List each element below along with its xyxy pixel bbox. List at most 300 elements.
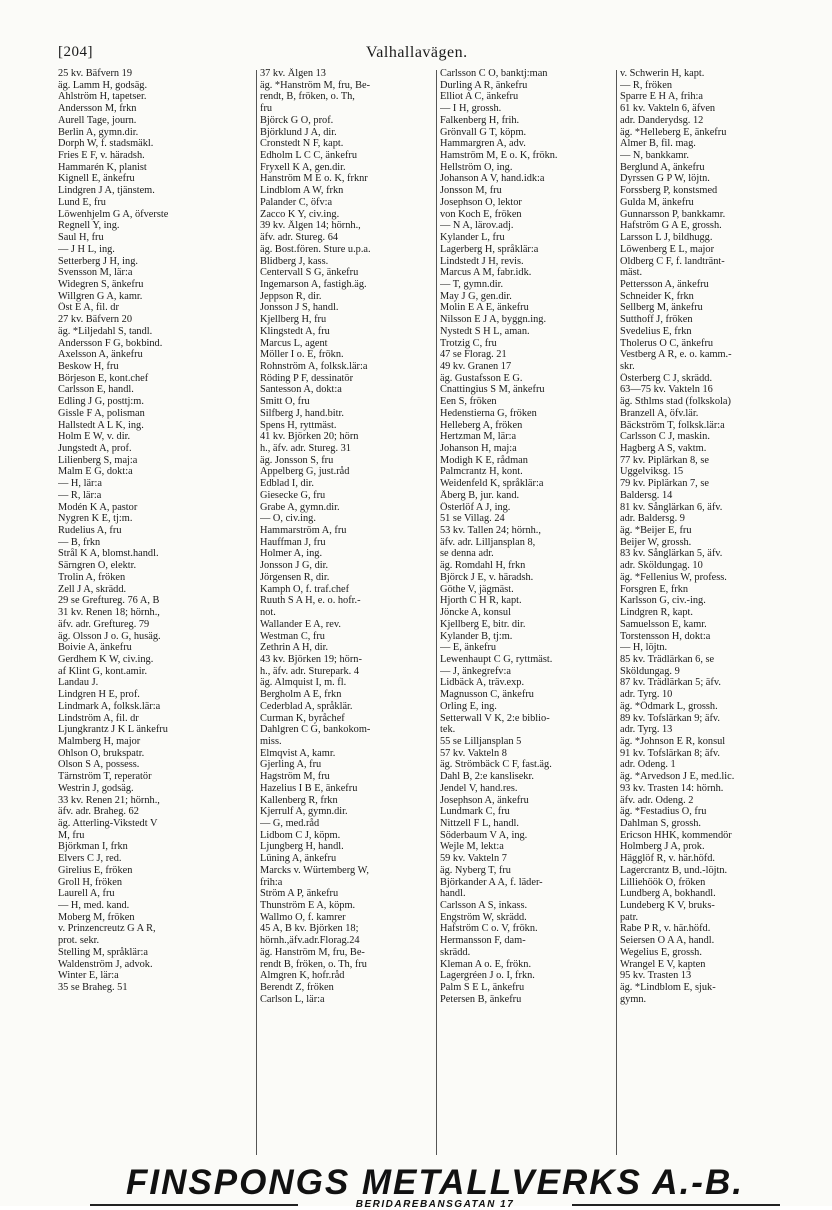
- directory-entry: äg. *Fellenius W, profess.: [620, 571, 727, 583]
- directory-entry: Saul H, fru: [58, 232, 104, 244]
- directory-entry: Widegren S, änkefru: [58, 278, 144, 290]
- directory-entry: äg. Bost.fören. Sture u.p.a.: [260, 243, 371, 255]
- directory-entry: Hamström M, E o. K, frökn.: [440, 150, 558, 162]
- directory-entry: Kallenberg R, frkn: [260, 794, 338, 806]
- directory-entry: Grönvall G T, köpm.: [440, 126, 527, 138]
- directory-entry: Wegelius E, grossh.: [620, 946, 702, 958]
- directory-entry: Gerdhem K W, civ.ing.: [58, 653, 154, 665]
- directory-entry: Edblad I, dir.: [260, 478, 315, 490]
- directory-entry: rendt B, fröken, o. Th, fru: [260, 958, 367, 970]
- directory-entry: Särngren O, elektr.: [58, 560, 137, 572]
- directory-entry: Sköldungag. 9: [620, 665, 680, 677]
- directory-entry: Nittzell F L, handl.: [440, 818, 520, 829]
- directory-entry: Trotzig C, fru: [440, 337, 497, 349]
- directory-entry: Hammarström A, fru: [260, 525, 347, 537]
- directory-entry: Kjellberg E, bitr. dir.: [440, 618, 526, 630]
- directory-entry: Rudelius A, fru: [58, 525, 122, 537]
- directory-entry: äg. *Ödmark L, grossh.: [620, 700, 718, 712]
- directory-entry: 43 kv. Björken 19; hörn-: [260, 653, 362, 665]
- directory-entry: Fryxell K A, gen.dir.: [260, 161, 346, 173]
- directory-entry: Öst E A, fil. dr: [58, 302, 119, 314]
- directory-entry: Stelling M, språklär:a: [58, 946, 148, 958]
- directory-entry: Tärnström T, reperatör: [58, 771, 152, 783]
- directory-entry: 57 kv. Vakteln 8: [440, 747, 507, 759]
- directory-entry: adr. Odeng. 1: [620, 759, 676, 771]
- directory-entry: äg. Gustafsson E G.: [440, 372, 523, 384]
- directory-entry: Lilienberg S, maj:a: [58, 454, 138, 466]
- directory-entry: miss.: [260, 735, 282, 747]
- directory-entry: Palmcrantz H, kont.: [440, 466, 523, 478]
- directory-entry: Weidenfeld K, språklär:a: [440, 478, 544, 490]
- directory-entry: Björck J E, v. häradsh.: [440, 571, 534, 583]
- directory-entry: Kamph O, f. traf.chef: [260, 583, 350, 595]
- directory-entry: — B, frkn: [58, 536, 101, 548]
- directory-entry: 89 kv. Tofslärkan 9; äfv.: [620, 712, 721, 724]
- directory-entry: Jöncke A, konsul: [440, 607, 511, 619]
- directory-entry: 93 kv. Trasten 14: hörnh.: [620, 782, 724, 794]
- directory-entry: Hagberg A S, vaktm.: [620, 443, 707, 454]
- directory-entry: Dyrssen G P W, löjtn.: [620, 173, 710, 185]
- directory-entry: Ahlström H, tapetser.: [58, 91, 147, 103]
- directory-entry: Olson S A, possess.: [58, 759, 140, 771]
- directory-entry: Sutthoff J, fröken: [620, 314, 693, 326]
- directory-entry: Trolin A, fröken: [58, 571, 126, 583]
- directory-entry: Kjellberg H, fru: [260, 314, 327, 326]
- directory-entry: Girelius E, fröken: [58, 864, 133, 876]
- directory-entry: äg. *Beijer E, fru: [620, 525, 692, 537]
- directory-entry: skr.: [620, 360, 635, 372]
- directory-entry: Elliot A C, änkefru: [440, 91, 519, 103]
- directory-entry: Josephson O, lektor: [440, 196, 522, 208]
- directory-entry: 31 kv. Renen 18; hörnh.,: [58, 607, 160, 619]
- directory-entry: Lindgren J A, tjänstem.: [58, 185, 155, 197]
- directory-entry: Lundmark C, fru: [440, 806, 510, 818]
- directory-entry: Beskow H, fru: [58, 360, 119, 372]
- directory-entry: — J, änkegrefv:a: [440, 665, 511, 677]
- directory-entry: Börjeson E, kont.chef: [58, 372, 149, 384]
- directory-entry: Torstensson H, dokt:a: [620, 630, 711, 642]
- directory-entry: äg. Jonsson S, fru: [260, 454, 334, 466]
- directory-entry: — R, lär:a: [58, 489, 102, 501]
- directory-entry: tek.: [440, 724, 456, 736]
- directory-entry: Sellberg M, änkefru: [620, 302, 703, 314]
- directory-entry: mäst.: [620, 267, 643, 279]
- directory-entry: Jonsson J G, dir.: [260, 560, 329, 572]
- directory-entry: se denna adr.: [440, 548, 494, 560]
- directory-entry: hörnh.,äfv.adr.Florag.24: [260, 935, 360, 947]
- advertisement-title: FINSPONGS METALLVERKS A.-B.: [126, 1163, 744, 1202]
- directory-entry: äfv. adr. Braheg. 62: [58, 806, 139, 818]
- directory-entry: Appelberg G, just.råd: [260, 466, 350, 478]
- directory-entry: Jonsson M, fru: [440, 185, 502, 197]
- directory-entry: Laurell A, fru: [58, 888, 115, 900]
- directory-column-4: [620, 68, 802, 1160]
- directory-entry: äg. *Hanström M, fru, Be-: [260, 79, 371, 91]
- directory-entry: Zacco K Y, civ.ing.: [260, 208, 340, 220]
- directory-entry: äg. Lamm H, godsäg.: [58, 79, 148, 91]
- directory-entry: Lundberg A, bokhandl.: [620, 888, 716, 900]
- directory-entry: Cnattingius S M, änkefru: [440, 384, 545, 396]
- directory-entry: M, fru: [58, 829, 85, 841]
- directory-entry: Smitt O, fru: [260, 396, 310, 408]
- directory-entry: v. Schwerin H, kapt.: [620, 68, 705, 79]
- directory-entry: patr.: [620, 911, 639, 923]
- directory-entry: Jörgensen R, dir.: [260, 571, 330, 583]
- directory-entry: Cederblad A, språklär.: [260, 700, 353, 712]
- directory-entry: Ericson HHK, kommendör: [620, 829, 732, 841]
- directory-entry: Strål K A, blomst.handl.: [58, 548, 159, 560]
- directory-entry: — O, civ.ing.: [260, 513, 316, 525]
- directory-entry: Een S, fröken: [440, 396, 497, 408]
- directory-entry: Gulda M, änkefru: [620, 196, 694, 208]
- directory-entry: Österberg C J, skrädd.: [620, 372, 713, 384]
- directory-entry: Modén K A, pastor: [58, 501, 138, 513]
- directory-entry: äfv. adr. Odeng. 2: [620, 794, 694, 806]
- directory-entry: Centervall S G, änkefru: [260, 267, 359, 279]
- directory-entry: Johanson H, maj:a: [440, 443, 517, 454]
- directory-entry: Lund E, fru: [58, 196, 106, 208]
- directory-entry: 55 se Lilljansplan 5: [440, 735, 522, 747]
- directory-entry: Seiersen O A A, handl.: [620, 935, 715, 947]
- directory-entry: Gissle F A, polisman: [58, 407, 145, 419]
- directory-entry: von Koch E, fröken: [440, 208, 522, 220]
- directory-entry: Malm E G, dokt:a: [58, 466, 133, 478]
- directory-entry: adr. Tyrg. 13: [620, 724, 673, 736]
- directory-entry: Svedelius E, frkn: [620, 325, 692, 337]
- directory-entry: Lindstedt J H, revis.: [440, 255, 524, 267]
- directory-entry: Wallander E A, rev.: [260, 618, 341, 630]
- directory-entry: Hafström C o. V, frökn.: [440, 923, 538, 935]
- directory-entry: Hallstedt A L K, ing.: [58, 419, 144, 431]
- directory-entry: äfv. adr. Stureg. 64: [260, 232, 339, 244]
- directory-entry: Hagström M, fru: [260, 771, 330, 783]
- directory-entry: Falkenberg H, frih.: [440, 114, 520, 126]
- directory-entry: Helleberg A, fröken: [440, 419, 523, 431]
- directory-entry: — H, löjtn.: [620, 642, 668, 654]
- directory-entry: Giesecke G, fru: [260, 489, 326, 501]
- directory-entry: Forsgren E, frkn: [620, 583, 689, 595]
- directory-entry: äg. Almquist I, m. fl.: [260, 677, 347, 689]
- directory-entry: 45 A, B kv. Björken 18;: [260, 923, 359, 935]
- directory-entry: adr. Baldersg. 9: [620, 513, 685, 525]
- directory-entry: äfv. adr. Lilljansplan 8,: [440, 536, 536, 548]
- directory-entry: Magnusson C, änkefru: [440, 689, 534, 701]
- directory-entry: Lagercrantz B, und.-löjtn.: [620, 864, 728, 876]
- page-number: [204]: [58, 44, 93, 60]
- directory-entry: Fries E F, v. häradsh.: [58, 150, 145, 162]
- directory-entry: Blidberg J, kass.: [260, 255, 329, 267]
- page-title: Valhallavägen.: [366, 44, 468, 61]
- directory-entry: Löwenberg E L, major: [620, 243, 715, 255]
- directory-entry: — R, fröken: [620, 79, 672, 91]
- directory-entry: Lindgren H E, prof.: [58, 689, 140, 701]
- directory-entry: Berglund A, änkefru: [620, 161, 705, 173]
- column-divider: [436, 70, 437, 1155]
- directory-entry: gymn.: [620, 993, 647, 1005]
- directory-entry: Axelsson A, änkefru: [58, 349, 143, 361]
- directory-entry: — T, gymn.dir.: [440, 278, 504, 290]
- column-divider: [616, 70, 617, 1155]
- directory-entry: 49 kv. Granen 17: [440, 360, 512, 372]
- directory-entry: Hanström M E o. K, frknr: [260, 173, 368, 185]
- directory-entry: skrädd.: [440, 946, 471, 958]
- directory-entry: Silfberg J, hand.bitr.: [260, 407, 344, 419]
- directory-entry: 63—75 kv. Vakteln 16: [620, 384, 713, 396]
- directory-entry: äg. Sthlms stad (folkskola): [620, 396, 731, 408]
- directory-entry: Samuelsson E, kamr.: [620, 618, 707, 630]
- directory-entry: Jungstedt A, prof.: [58, 443, 132, 454]
- directory-entry: Oldberg C F, f. landtränt-: [620, 255, 725, 267]
- directory-entry: Bäckström T, folksk.lär:a: [620, 419, 725, 431]
- column-divider: [256, 70, 257, 1155]
- directory-entry: Ström A P, änkefru: [260, 888, 339, 900]
- directory-entry: Björkman I, frkn: [58, 841, 128, 853]
- directory-entry: Hermansson F, dam-: [440, 935, 526, 947]
- directory-entry: Hjorth C H R, kapt.: [440, 595, 522, 607]
- directory-entry: Ruuth S A H, e. o. hofr.-: [260, 595, 361, 607]
- directory-entry: Waldenström J, advok.: [58, 958, 153, 970]
- directory-entry: 53 kv. Tallen 24; hörnh.,: [440, 525, 541, 537]
- directory-entry: Lindblom A W, frkn: [260, 185, 344, 197]
- directory-entry: Westman C, fru: [260, 630, 325, 642]
- directory-entry: Björkander A A, f. läder-: [440, 876, 543, 888]
- directory-entry: äg. *Liljedahl S, tandl.: [58, 325, 153, 337]
- directory-entry: Westrin J, godsäg.: [58, 782, 134, 794]
- directory-entry: Holm E W, v. dir.: [58, 431, 131, 443]
- directory-entry: adr. Danderydsg. 12: [620, 114, 704, 126]
- directory-entry: Lindmark A, folksk.lär:a: [58, 700, 161, 712]
- directory-entry: äg. *Lindblom E, sjuk-: [620, 982, 716, 994]
- directory-entry: Marcus L, agent: [260, 337, 328, 349]
- directory-entry: Ljungberg H, handl.: [260, 841, 344, 853]
- directory-entry: Boivie A, änkefru: [58, 642, 132, 654]
- directory-entry: Bergholm A E, frkn: [260, 689, 342, 701]
- directory-entry: Andersson M, frkn: [58, 103, 137, 115]
- directory-entry: handl.: [440, 888, 466, 900]
- directory-entry: — I H, grossh.: [440, 103, 502, 115]
- directory-entry: Lilliehöök O, fröken: [620, 876, 706, 888]
- directory-entry: Löwenhjelm G A, öfverste: [58, 208, 169, 220]
- directory-entry: Santesson A, dokt:a: [260, 384, 342, 396]
- directory-entry: Carlsson E, handl.: [58, 384, 134, 396]
- directory-entry: Engström W, skrädd.: [440, 911, 527, 923]
- directory-entry: Almgren K, hofr.råd: [260, 970, 345, 982]
- directory-entry: Jendel V, hand.res.: [440, 782, 518, 794]
- directory-entry: Röding P F, dessinatör: [260, 372, 354, 384]
- directory-entry: Almer B, fil. mag.: [620, 138, 696, 150]
- directory-entry: Kylander B, tj:m.: [440, 630, 513, 642]
- directory-entry: Hellström O, ing.: [440, 161, 513, 173]
- directory-entry: Hertzman M, lär:a: [440, 431, 517, 443]
- directory-entry: 25 kv. Bäfvern 19: [58, 68, 133, 79]
- directory-entry: Setterwall V K, 2:e biblio-: [440, 712, 550, 724]
- directory-entry: Jeppson R, dir.: [260, 290, 322, 302]
- directory-entry: Modigh K E, rådman: [440, 454, 528, 466]
- directory-entry: frih:a: [260, 876, 283, 888]
- directory-entry: Björklund J A, dir.: [260, 126, 337, 138]
- directory-entry: Beijer W, grossh.: [620, 536, 692, 548]
- directory-entry: Hafström G A E, grossh.: [620, 220, 722, 232]
- directory-entry: adr. Sköldungag. 10: [620, 560, 703, 572]
- directory-entry: 85 kv. Trädlärkan 6, se: [620, 653, 715, 665]
- directory-entry: Kjerrulf A, gymn.dir.: [260, 806, 348, 818]
- directory-entry: Karlsson G, civ.-ing.: [620, 595, 706, 607]
- directory-entry: May J G, gen.dir.: [440, 290, 512, 302]
- directory-entry: Palm S E L, änkefru: [440, 982, 525, 994]
- directory-entry: Hammargren A, adv.: [440, 138, 526, 150]
- directory-entry: Durling A R, änkefru: [440, 79, 528, 91]
- directory-entry: Zell J A, skrädd.: [58, 583, 127, 595]
- directory-entry: Larsson L J, bildhugg.: [620, 232, 713, 244]
- directory-entry: Kleman A o. E, frökn.: [440, 958, 532, 970]
- directory-entry: Lidbäck A, träv.exp.: [440, 677, 525, 689]
- directory-entry: 83 kv. Sånglärkan 5, äfv.: [620, 548, 723, 560]
- directory-entry: Johanson A V, hand.idk:a: [440, 173, 545, 185]
- directory-entry: Cronstedt N F, kapt.: [260, 138, 344, 150]
- directory-entry: Hammarén K, planist: [58, 161, 147, 173]
- directory-entry: Petersen B, änkefru: [440, 993, 522, 1005]
- directory-entry: Lewenhaupt C G, ryttmäst.: [440, 653, 553, 665]
- directory-entry: äg. *Arvedson J E, med.lic.: [620, 771, 735, 783]
- directory-entry: Lagergréen J o. I, frkn.: [440, 970, 535, 982]
- directory-entry: Elvers C J, red.: [58, 853, 122, 865]
- directory-entry: Gjerling A, fru: [260, 759, 322, 771]
- directory-entry: — N A, lärov.adj.: [440, 220, 514, 232]
- directory-entry: Aurell Tage, journ.: [58, 114, 137, 126]
- directory-entry: äg. *Festadius O, fru: [620, 806, 707, 818]
- directory-entry: 95 kv. Trasten 13: [620, 970, 692, 982]
- directory-entry: Zethrin A H, dir.: [260, 642, 329, 654]
- directory-entry: Uggelviksg. 15: [620, 466, 684, 478]
- directory-entry: 27 kv. Bäfvern 20: [58, 314, 133, 326]
- directory-entry: Åberg B, jur. kand.: [440, 489, 520, 501]
- directory-entry: Nygren K E, tj:m.: [58, 513, 133, 525]
- directory-entry: Branzell A, öfv.lär.: [620, 407, 699, 419]
- directory-entry: Dahlgren C G, bankokom-: [260, 724, 371, 736]
- directory-entry: h., äfv. adr. Stureg. 31: [260, 443, 351, 454]
- directory-entry: Berlin A, gymn.dir.: [58, 126, 139, 138]
- directory-entry: Setterberg J H, ing.: [58, 255, 138, 267]
- directory-entry: Sparre E H A, frih:a: [620, 91, 704, 103]
- directory-entry: Ohlson O, brukspatr.: [58, 747, 145, 759]
- directory-entry: Lindström A, fil. dr: [58, 712, 139, 724]
- directory-column-1: [58, 68, 254, 1160]
- directory-entry: Andersson F G, bokbind.: [58, 337, 163, 349]
- directory-entry: Göthe V, jägmäst.: [440, 583, 514, 595]
- directory-entry: fru: [260, 103, 273, 115]
- directory-entry: Orling E, ing.: [440, 700, 497, 712]
- directory-entry: Möller I o. E, frökn.: [260, 349, 344, 361]
- directory-entry: Regnell Y, ing.: [58, 220, 120, 232]
- directory-entry: Groll H, fröken: [58, 876, 123, 888]
- directory-entry: Svensson M, lär:a: [58, 267, 133, 279]
- directory-entry: Holmberg J A, prok.: [620, 841, 705, 853]
- directory-column-2: [260, 68, 436, 1160]
- directory-entry: Baldersg. 14: [620, 489, 673, 501]
- directory-entry: 29 se Greftureg. 76 A, B: [58, 595, 160, 607]
- directory-entry: Malmberg H, major: [58, 735, 141, 747]
- directory-entry: Wrangel E V, kapten: [620, 958, 706, 970]
- directory-entry: Carlsson C J, maskin.: [620, 431, 710, 443]
- directory-entry: Edholm L C C, änkefru: [260, 150, 358, 162]
- directory-entry: Palander C, öfv:a: [260, 196, 333, 208]
- directory-entry: 47 se Florag. 21: [440, 349, 507, 361]
- directory-entry: äg. *Helleberg E, änkefru: [620, 126, 727, 138]
- directory-entry: Carlsson C O, banktj:man: [440, 68, 548, 79]
- directory-entry: prot. sekr.: [58, 935, 100, 947]
- directory-entry: äfv. adr. Greftureg. 79: [58, 618, 150, 630]
- directory-entry: v. Prinzencreutz G A R,: [58, 923, 156, 935]
- directory-entry: Vestberg A R, e. o. kamm.-: [620, 349, 732, 361]
- directory-entry: 51 se Villag. 24: [440, 513, 505, 525]
- directory-entry: Söderbaum V A, ing.: [440, 829, 528, 841]
- directory-entry: Landau J.: [58, 677, 99, 689]
- directory-entry: Tholerus O C, änkefru: [620, 337, 714, 349]
- directory-entry: Marcks v. Würtemberg W,: [260, 864, 369, 876]
- directory-entry: äg. Olsson J o. G, husäg.: [58, 630, 161, 642]
- directory-entry: Rohnström A, folksk.lär:a: [260, 360, 368, 372]
- directory-entry: Lüning A, änkefru: [260, 853, 337, 865]
- directory-entry: Kignell E, änkefru: [58, 173, 135, 185]
- directory-entry: Hedenstierna G, fröken: [440, 407, 537, 419]
- directory-entry: — G, med.råd: [260, 818, 320, 829]
- directory-column-3: [440, 68, 618, 1160]
- directory-entry: Josephson A, änkefru: [440, 794, 529, 806]
- directory-entry: 33 kv. Renen 21; hörnh.,: [58, 794, 160, 806]
- directory-entry: 59 kv. Vakteln 7: [440, 853, 507, 865]
- directory-entry: Ingemarson A, fastigh.äg.: [260, 278, 367, 290]
- directory-entry: Dorph W, f. stadsmäkl.: [58, 138, 154, 150]
- directory-entry: Klingstedt A, fru: [260, 325, 330, 337]
- directory-entry: Ljungkrantz J K L änkefru: [58, 724, 168, 736]
- directory-entry: 35 se Braheg. 51: [58, 982, 128, 994]
- directory-entry: Moberg M, fröken: [58, 911, 135, 923]
- directory-entry: rendt, B, fröken, o. Th,: [260, 91, 355, 103]
- directory-entry: Carlsson A S, inkass.: [440, 900, 528, 912]
- directory-entry: adr. Tyrg. 10: [620, 689, 673, 701]
- directory-entry: Pettersson A, änkefru: [620, 278, 709, 290]
- directory-entry: Björck G O, prof.: [260, 114, 334, 126]
- directory-entry: Molin E A E, änkefru: [440, 302, 529, 314]
- directory-entry: Österlöf A J, ing.: [440, 501, 511, 513]
- directory-entry: äg. Nyberg T, fru: [440, 864, 511, 876]
- directory-entry: Wallmo O, f. kamrer: [260, 911, 346, 923]
- directory-entry: Carlson L, lär:a: [260, 993, 325, 1005]
- directory-entry: Dahlman S, grossh.: [620, 818, 702, 829]
- directory-entry: Thunström E A, köpm.: [260, 900, 356, 912]
- directory-entry: Lindgren R, kapt.: [620, 607, 693, 619]
- directory-entry: — H, med. kand.: [58, 900, 130, 912]
- directory-entry: Willgren G A, kamr.: [58, 290, 143, 302]
- directory-entry: Grabe A, gymn.dir.: [260, 501, 340, 513]
- directory-entry: Lidbom C J, köpm.: [260, 829, 341, 841]
- directory-entry: Curman K, byråchef: [260, 712, 345, 724]
- directory-entry: 37 kv. Älgen 13: [260, 68, 326, 79]
- directory-entry: 77 kv. Piplärkan 8, se: [620, 454, 709, 466]
- directory-entry: Nystedt S H L, aman.: [440, 325, 530, 337]
- directory-entry: 87 kv. Trädlärkan 5; äfv.: [620, 677, 721, 689]
- directory-entry: Marcus A M, fabr.idk.: [440, 267, 532, 279]
- directory-entry: — J H L, ing.: [58, 243, 115, 255]
- directory-entry: Wejle M, lekt:a: [440, 841, 504, 853]
- directory-entry: Nilsson E J A, byggn.ing.: [440, 314, 547, 326]
- directory-entry: — E, änkefru: [440, 642, 497, 654]
- directory-entry: Spens H, ryttmäst.: [260, 419, 337, 431]
- directory-entry: 41 kv. Björken 20; hörn: [260, 431, 359, 443]
- directory-entry: Lagerberg H, språklär:a: [440, 243, 539, 255]
- directory-entry: Berendt Z, fröken: [260, 982, 334, 994]
- directory-entry: 79 kv. Piplärkan 7, se: [620, 478, 709, 490]
